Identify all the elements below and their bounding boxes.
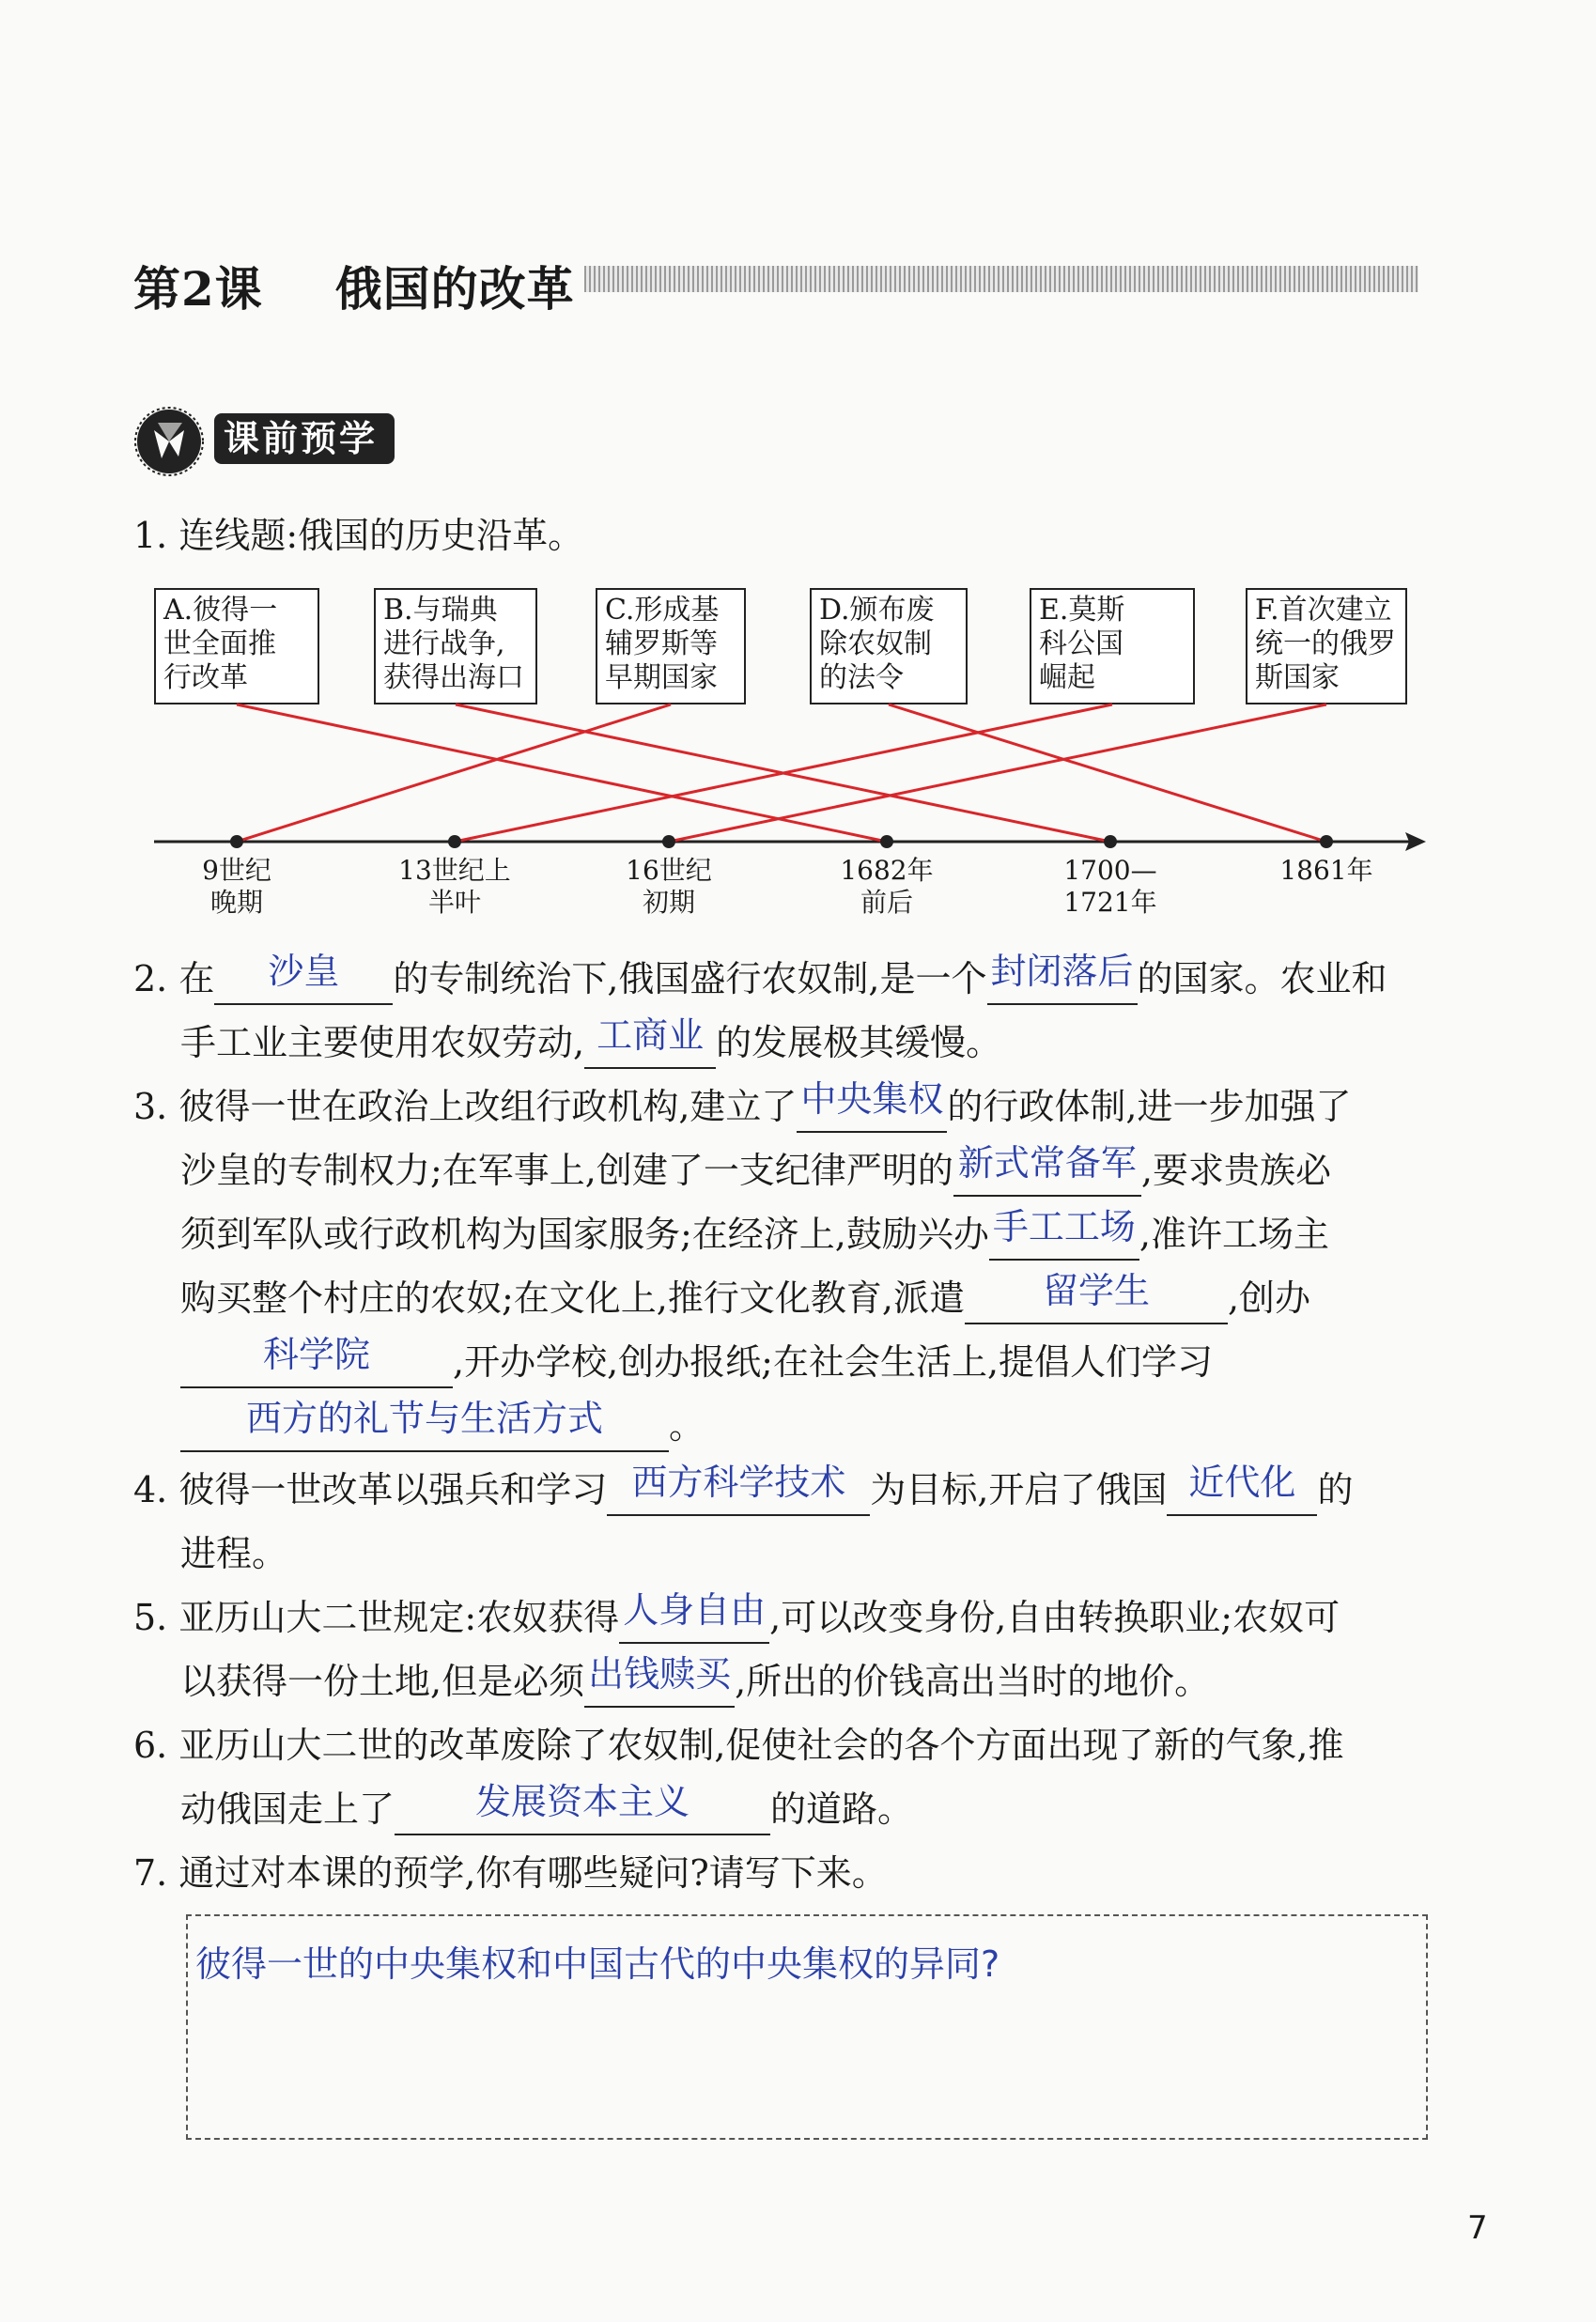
q4-text: 4. 彼得一世改革以强兵和学习 — [133, 1469, 608, 1510]
q3-line-5 — [180, 1330, 1213, 1394]
q6-line-2 — [180, 1777, 913, 1841]
q1-timeline-label-line: 半叶 — [427, 887, 481, 918]
q3-line-2 — [180, 1138, 1331, 1202]
q1-timeline-label — [370, 855, 539, 919]
q1-event-box-line: 获得出海口 — [383, 661, 524, 694]
q2-text: 的专制统治下,俄国盛行农奴制,是一个 — [393, 958, 987, 999]
q3-line-3 — [180, 1202, 1329, 1266]
q3-answer-6: 西方的礼节与生活方式 — [245, 1398, 603, 1439]
q3-answer-2: 新式常备军 — [957, 1142, 1137, 1184]
q1-timeline-point[interactable] — [230, 835, 243, 848]
q3-text: 的行政体制,进一步加强了 — [947, 1086, 1352, 1127]
q3-blank-2[interactable] — [953, 1142, 1141, 1197]
q4-blank-2[interactable] — [1167, 1462, 1317, 1516]
q1-prompt: 1. 连线题:俄国的历史沿革。 — [133, 515, 584, 556]
q1-event-box-line: 统一的俄罗 — [1255, 627, 1396, 660]
q1-timeline-point[interactable] — [662, 835, 675, 848]
lesson-number: 第2课 — [133, 261, 263, 317]
q1-timeline-point[interactable] — [880, 835, 893, 848]
q3-text: 。 — [669, 1405, 705, 1447]
q6-answer-1: 发展资本主义 — [475, 1781, 690, 1822]
lesson-name: 俄国的改革 — [334, 261, 575, 317]
q1-event-box-line: A.彼得一 — [163, 594, 278, 627]
q3-text: 购买整个村庄的农奴;在文化上,推行文化教育,派遣 — [180, 1277, 965, 1319]
q5-blank-2[interactable] — [584, 1653, 735, 1708]
q6-blank-1[interactable] — [395, 1781, 770, 1835]
q4-text: 为目标,开启了俄国 — [870, 1469, 1168, 1510]
q3-answer-4: 留学生 — [1042, 1270, 1150, 1311]
q1-timeline-label-line: 16世纪 — [626, 855, 712, 886]
q1-matching-lines — [0, 0, 1596, 939]
q2-text: 的国家。农业和 — [1137, 958, 1387, 999]
q1-event-box-line: 科公国 — [1039, 627, 1123, 660]
q1-timeline-point[interactable] — [1320, 835, 1333, 848]
q1-timeline-label — [1242, 855, 1411, 887]
q4-answer-2: 近代化 — [1188, 1462, 1296, 1503]
q3-text: ,创办 — [1227, 1277, 1311, 1319]
q5-line-2 — [180, 1649, 1210, 1713]
q1-event-box-line: 除农奴制 — [819, 627, 932, 660]
q1-event-box-line: 早期国家 — [605, 661, 718, 694]
q4-answer-1: 西方科学技术 — [631, 1462, 846, 1503]
q1-timeline-label-line: 晚期 — [209, 887, 263, 918]
q1-event-box-line: 崛起 — [1039, 661, 1095, 694]
q4-text: 的 — [1317, 1469, 1354, 1510]
q3-blank-4[interactable] — [965, 1270, 1228, 1324]
q6-line-1: 6. 亚历山大二世的改革废除了农奴制,促使社会的各个方面出现了新的气象,推 — [133, 1725, 1344, 1766]
q2-text: 手工业主要使用农奴劳动, — [180, 1022, 585, 1063]
q1-timeline-point[interactable] — [448, 835, 461, 848]
q6-text: 的道路。 — [770, 1788, 914, 1830]
q5-text: ,所出的价钱高出当时的地价。 — [735, 1661, 1211, 1702]
q2-text: 2. 在 — [133, 958, 215, 999]
page-number: 7 — [1467, 2209, 1488, 2247]
q2-line-2 — [180, 1011, 1001, 1075]
q4-line-1 — [133, 1458, 1353, 1522]
q1-match-line[interactable] — [669, 704, 1326, 842]
q5-answer-1: 人身自由 — [623, 1589, 767, 1631]
q3-text: ,准许工场主 — [1139, 1214, 1329, 1255]
q5-line-1 — [133, 1586, 1340, 1649]
q3-blank-5[interactable] — [180, 1334, 453, 1388]
q3-text: 沙皇的专制权力;在军事上,创建了一支纪律严明的 — [180, 1150, 953, 1191]
q2-blank-1[interactable] — [214, 951, 393, 1005]
q5-blank-1[interactable] — [619, 1589, 769, 1644]
q1-timeline-point[interactable] — [1104, 835, 1117, 848]
q3-line-6 — [180, 1394, 705, 1458]
q6-text: 动俄国走上了 — [180, 1788, 395, 1830]
q3-text: ,要求贵族必 — [1140, 1150, 1331, 1191]
q1-timeline-label — [584, 855, 753, 919]
q1-match-line[interactable] — [889, 704, 1326, 842]
q1-event-box-line: 辅罗斯等 — [605, 627, 718, 660]
q4-line-2: 进程。 — [180, 1533, 288, 1574]
q1-event-box-line: B.与瑞典 — [383, 594, 498, 627]
q1-event-box-line: 行改革 — [163, 661, 248, 694]
q1-event-box-line: 进行战争, — [383, 627, 505, 660]
q1-event-box-line: 的法令 — [819, 661, 904, 694]
q1-event-box-line: F.首次建立 — [1255, 594, 1392, 627]
q3-answer-5: 科学院 — [262, 1334, 370, 1375]
q3-line-1 — [133, 1075, 1352, 1138]
q3-text: 3. 彼得一世在政治上改组行政机构,建立了 — [133, 1086, 798, 1127]
q5-answer-2: 出钱赎买 — [588, 1653, 732, 1695]
q3-blank-3[interactable] — [989, 1206, 1139, 1261]
q1-timeline-label — [802, 855, 971, 919]
q1-event-box-line: C.形成基 — [605, 594, 720, 627]
q3-answer-1: 中央集权 — [800, 1078, 944, 1120]
q3-text: ,开办学校,创办报纸;在社会生活上,提倡人们学习 — [453, 1341, 1214, 1383]
q5-text: 5. 亚历山大二世规定:农奴获得 — [133, 1597, 620, 1638]
q1-timeline-label-line: 1721年 — [1063, 887, 1157, 918]
q7-prompt: 7. 通过对本课的预学,你有哪些疑问?请写下来。 — [133, 1852, 888, 1894]
q3-line-4 — [180, 1266, 1310, 1330]
q1-timeline-label-line: 1682年 — [840, 855, 934, 886]
q1-timeline-label-line: 1700— — [1063, 855, 1157, 886]
q2-answer-1: 沙皇 — [268, 951, 340, 992]
q1-event-box-line: E.莫斯 — [1039, 594, 1125, 627]
q1-timeline-label-line: 9世纪 — [202, 855, 271, 886]
q1-timeline-label-line: 13世纪上 — [398, 855, 511, 886]
q1-timeline-label-line: 前后 — [860, 887, 913, 918]
q1-event-box-line: D.颁布废 — [819, 594, 935, 627]
section-label: 课前预学 — [214, 413, 395, 464]
q2-answer-2: 封闭落后 — [990, 951, 1134, 992]
q2-blank-2[interactable] — [987, 951, 1138, 1005]
q3-text: 须到军队或行政机构为国家服务;在经济上,鼓励兴办 — [180, 1214, 989, 1255]
q2-blank-3[interactable] — [584, 1014, 716, 1069]
q5-text: ,可以改变身份,自由转换职业;农奴可 — [769, 1597, 1340, 1638]
q1-timeline-label-line: 初期 — [642, 887, 695, 918]
q1-timeline-label — [152, 855, 321, 919]
q1-event-box-line: 世全面推 — [163, 627, 276, 660]
q3-answer-3: 手工工场 — [992, 1206, 1136, 1247]
q3-blank-6[interactable] — [180, 1398, 669, 1452]
q1-timeline-label — [1026, 855, 1195, 919]
q3-blank-1[interactable] — [797, 1078, 947, 1133]
q5-text: 以获得一份土地,但是必须 — [180, 1661, 585, 1702]
q2-line-1 — [133, 947, 1387, 1011]
q4-blank-1[interactable] — [607, 1462, 870, 1516]
q1-event-box-line: 斯国家 — [1255, 661, 1340, 694]
q1-timeline-label-line: 1861年 — [1279, 855, 1373, 886]
q2-answer-3: 工商业 — [597, 1014, 705, 1056]
q7-answer-text: 彼得一世的中央集权和中国古代的中央集权的异同? — [195, 1943, 1000, 1985]
q1-match-line[interactable] — [237, 704, 671, 842]
q2-text: 的发展极其缓慢。 — [716, 1022, 1002, 1063]
